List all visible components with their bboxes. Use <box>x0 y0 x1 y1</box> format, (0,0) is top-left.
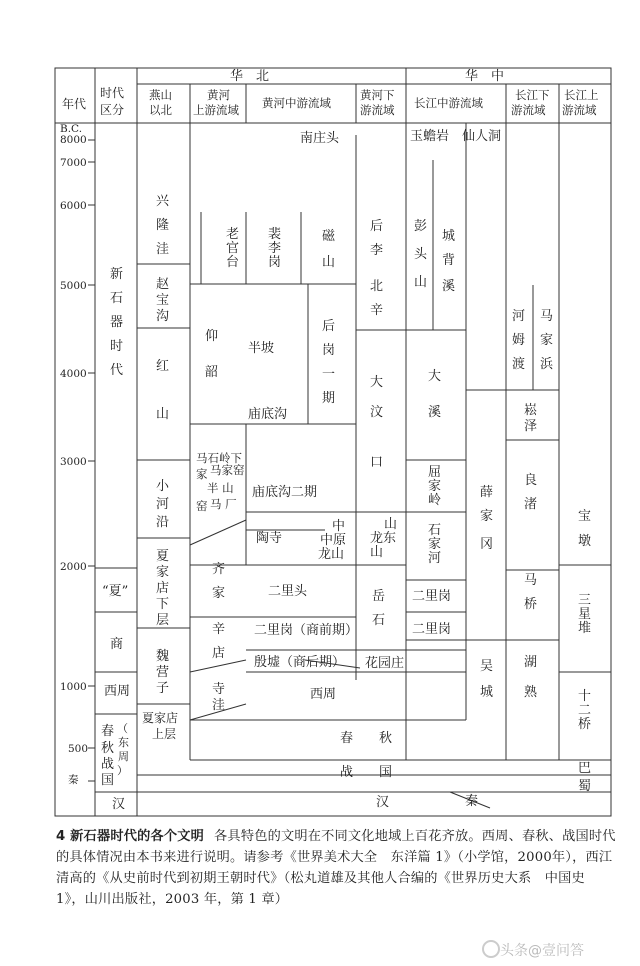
svg-text:山: 山 <box>322 255 336 270</box>
svg-text:洼: 洼 <box>156 242 170 257</box>
col-yangtze-mid: 长江中游流域 <box>414 96 483 110</box>
svg-text:马 厂: 马 厂 <box>210 497 237 511</box>
period-shang: 商 <box>110 637 124 652</box>
svg-text:岭: 岭 <box>428 493 442 508</box>
watermark-icon <box>482 940 500 958</box>
svg-text:上游流域: 上游流域 <box>193 103 239 117</box>
svg-text:龙东: 龙东 <box>370 531 397 546</box>
svg-text:半 山: 半 山 <box>207 481 234 495</box>
svg-text:上层: 上层 <box>152 727 177 741</box>
svg-text:马石岭下: 马石岭下 <box>196 451 242 465</box>
svg-text:兴: 兴 <box>156 194 170 209</box>
period-col-header-2: 区分 <box>100 103 125 117</box>
svg-text:辛: 辛 <box>370 303 384 318</box>
svg-text:山: 山 <box>156 407 170 422</box>
figure-caption <box>56 826 616 910</box>
svg-text:岳: 岳 <box>372 589 386 604</box>
svg-text:十: 十 <box>578 689 592 704</box>
svg-text:宝: 宝 <box>156 293 170 308</box>
svg-text:家: 家 <box>480 509 494 524</box>
svg-text:城: 城 <box>442 229 456 244</box>
svg-text:龙山: 龙山 <box>318 547 345 562</box>
svg-text:薛: 薛 <box>480 485 494 500</box>
svg-text:桥: 桥 <box>524 597 538 612</box>
svg-text:家: 家 <box>428 479 442 494</box>
svg-text:浜: 浜 <box>540 357 554 372</box>
culture-xizhou: 西周 <box>310 687 337 702</box>
axis-unit: B.C. <box>60 123 83 135</box>
svg-text:以北: 以北 <box>149 103 172 117</box>
svg-text:溪: 溪 <box>442 279 456 294</box>
culture-erlitou: 二里头 <box>268 584 308 599</box>
svg-text:家: 家 <box>196 467 208 481</box>
svg-text:马: 马 <box>540 309 554 324</box>
culture-erligang: 二里岗（商前期） <box>254 623 359 638</box>
svg-text:后: 后 <box>322 319 336 334</box>
svg-text:代: 代 <box>110 363 124 378</box>
svg-text:岗: 岗 <box>322 343 336 358</box>
svg-text:桥: 桥 <box>578 717 592 732</box>
svg-text:岗: 岗 <box>268 255 282 270</box>
svg-text:湖: 湖 <box>524 655 538 670</box>
svg-text:马: 马 <box>524 573 538 588</box>
svg-text:后: 后 <box>370 219 384 234</box>
svg-text:吴: 吴 <box>480 659 494 674</box>
svg-text:洼: 洼 <box>212 698 226 713</box>
culture-miaodigou2: 庙底沟二期 <box>252 485 318 500</box>
svg-text:7000: 7000 <box>60 157 87 169</box>
svg-text:小: 小 <box>156 479 170 494</box>
svg-text:秋: 秋 <box>101 741 115 756</box>
svg-text:长江下: 长江下 <box>515 88 550 102</box>
col-yellow-mid: 黄河中游流域 <box>262 96 331 110</box>
svg-text:沟: 沟 <box>156 309 170 324</box>
svg-text:一: 一 <box>322 367 336 382</box>
svg-text:周: 周 <box>118 750 129 763</box>
svg-text:泽: 泽 <box>524 419 538 434</box>
svg-text:5000: 5000 <box>60 280 87 292</box>
svg-text:1000: 1000 <box>60 681 87 693</box>
svg-text:宝: 宝 <box>578 509 592 524</box>
svg-text:山: 山 <box>384 517 398 532</box>
svg-text:6000: 6000 <box>60 200 87 212</box>
svg-text:良: 良 <box>524 473 538 488</box>
svg-text:石: 石 <box>372 613 386 628</box>
svg-text:巴: 巴 <box>578 761 592 776</box>
svg-text:彭: 彭 <box>414 219 428 234</box>
svg-text:二: 二 <box>578 703 592 718</box>
svg-text:春: 春 <box>101 724 115 739</box>
culture-miaodigou: 庙底沟 <box>248 407 288 422</box>
svg-text:隆: 隆 <box>156 218 170 233</box>
svg-text:家: 家 <box>212 586 226 601</box>
svg-text:齐: 齐 <box>212 562 226 577</box>
svg-text:营: 营 <box>156 665 170 680</box>
svg-text:时: 时 <box>110 339 124 354</box>
svg-text:李: 李 <box>268 241 282 256</box>
svg-text:家: 家 <box>428 537 442 552</box>
culture-taosi: 陶寺 <box>256 531 283 546</box>
svg-text:崧: 崧 <box>524 403 538 418</box>
svg-text:店: 店 <box>156 581 170 596</box>
culture-huayuanzhuang: 花园庄 <box>365 656 405 671</box>
svg-text:夏: 夏 <box>156 549 170 564</box>
svg-text:渚: 渚 <box>524 497 538 512</box>
region-north: 华 北 <box>230 69 270 84</box>
svg-text:马家窑: 马家窑 <box>210 463 245 477</box>
svg-text:石: 石 <box>110 291 124 306</box>
svg-text:家: 家 <box>156 565 170 580</box>
svg-text:3000: 3000 <box>60 456 87 468</box>
culture-erligang-lower: 二里岗 <box>412 622 452 637</box>
svg-text:大: 大 <box>428 369 442 384</box>
svg-text:熟: 熟 <box>524 685 538 700</box>
svg-text:韶: 韶 <box>205 365 219 380</box>
svg-text:磁: 磁 <box>322 229 336 244</box>
svg-text:店: 店 <box>212 646 226 661</box>
svg-text:姆: 姆 <box>512 333 526 348</box>
svg-text:新: 新 <box>110 267 124 282</box>
svg-text:赵: 赵 <box>156 277 170 292</box>
svg-text:器: 器 <box>110 315 124 330</box>
svg-text:长江上: 长江上 <box>564 88 599 102</box>
svg-text:背: 背 <box>442 253 456 268</box>
svg-text:城: 城 <box>480 685 494 700</box>
culture-chunqiu: 春 秋 <box>340 731 393 746</box>
culture-yuchanyan: 玉蟾岩 仙人洞 <box>410 129 502 144</box>
svg-text:下: 下 <box>156 597 170 612</box>
svg-text:燕山: 燕山 <box>149 88 172 102</box>
svg-text:河: 河 <box>512 309 526 324</box>
svg-text:游流域: 游流域 <box>562 103 597 117</box>
svg-text:官: 官 <box>226 241 240 256</box>
svg-text:子: 子 <box>156 681 170 696</box>
year-axis <box>60 123 88 786</box>
svg-text:）: ） <box>117 764 128 777</box>
svg-text:墩: 墩 <box>578 534 592 549</box>
svg-text:窑: 窑 <box>196 499 208 513</box>
svg-text:中原: 中原 <box>320 533 347 548</box>
svg-text:夏家店: 夏家店 <box>142 711 179 725</box>
period-xia: “夏” <box>102 584 129 599</box>
culture-nanzhuangtou: 南庄头 <box>300 131 340 146</box>
svg-text:山: 山 <box>370 545 384 560</box>
svg-text:国: 国 <box>101 773 115 788</box>
svg-text:冈: 冈 <box>480 537 494 552</box>
culture-qin: 秦 <box>465 794 479 809</box>
svg-text:8000: 8000 <box>60 134 87 146</box>
svg-text:家: 家 <box>540 333 554 348</box>
svg-text:头: 头 <box>414 247 428 262</box>
svg-text:沿: 沿 <box>156 515 170 530</box>
svg-text:三: 三 <box>578 593 592 608</box>
svg-text:500: 500 <box>68 743 89 755</box>
svg-text:河: 河 <box>156 497 170 512</box>
svg-text:台: 台 <box>226 255 240 270</box>
svg-text:堆: 堆 <box>578 621 592 636</box>
svg-text:期: 期 <box>322 391 336 406</box>
svg-text:山: 山 <box>414 275 428 290</box>
svg-text:屈: 屈 <box>428 465 442 480</box>
caption-lead: 4 新石器时代的各个文明 <box>56 829 205 844</box>
caption-text: 各具特色的文明在不同文化地域上百花齐放。西周、春秋、战国时代的具体情况由本书来进行说明。请参考《世界美术大全 东洋篇 1》（小学馆，2000年），西江清高的《从史前时代到初期王朝时代》（松丸道雄及其他人合编的《世界历史大系 中国史 1》，山川出版社，2003 年，第 1 章） <box>56 829 616 907</box>
svg-text:仰: 仰 <box>205 329 219 344</box>
culture-han: 汉 <box>376 795 390 810</box>
svg-text:口: 口 <box>370 455 384 470</box>
svg-text:汶: 汶 <box>370 405 384 420</box>
svg-text:河: 河 <box>428 551 442 566</box>
culture-yinxu: 殷墟（商后期） <box>254 655 346 670</box>
svg-text:2000: 2000 <box>60 561 87 573</box>
period-col-header-1: 时代 <box>100 86 125 100</box>
svg-text:蜀: 蜀 <box>578 779 592 794</box>
year-col-header: 年代 <box>62 97 87 111</box>
svg-text:游流域: 游流域 <box>360 103 395 117</box>
svg-text:北: 北 <box>370 279 384 294</box>
svg-text:老: 老 <box>226 227 240 242</box>
svg-text:李: 李 <box>370 243 384 258</box>
svg-text:溪: 溪 <box>428 405 442 420</box>
svg-text:星: 星 <box>578 607 592 622</box>
svg-text:层: 层 <box>156 613 170 628</box>
region-central: 华 中 <box>465 69 505 84</box>
culture-banpo: 半坡 <box>248 341 275 356</box>
culture-erligang-upper: 二里岗 <box>412 589 452 604</box>
svg-text:东: 东 <box>118 736 129 749</box>
svg-text:（: （ <box>117 722 128 735</box>
svg-text:黄河: 黄河 <box>207 88 230 102</box>
svg-text:4000: 4000 <box>60 368 87 380</box>
svg-text:裴: 裴 <box>268 227 282 242</box>
culture-zhanguo: 战 国 <box>340 765 393 780</box>
period-xizhou: 西周 <box>104 684 131 699</box>
watermark: 头条@壹问答 <box>500 943 584 959</box>
svg-text:战: 战 <box>101 757 115 772</box>
svg-text:辛: 辛 <box>212 622 226 637</box>
svg-text:秦: 秦 <box>68 774 79 786</box>
svg-text:红: 红 <box>156 359 170 374</box>
svg-text:石: 石 <box>428 523 442 538</box>
svg-text:游流域: 游流域 <box>511 103 546 117</box>
svg-text:大: 大 <box>370 375 384 390</box>
period-han: 汉 <box>112 797 126 812</box>
svg-text:寺: 寺 <box>212 682 226 697</box>
svg-text:渡: 渡 <box>512 357 526 372</box>
svg-text:魏: 魏 <box>156 649 170 664</box>
svg-text:黄河下: 黄河下 <box>360 88 395 102</box>
svg-text:中: 中 <box>332 519 346 534</box>
